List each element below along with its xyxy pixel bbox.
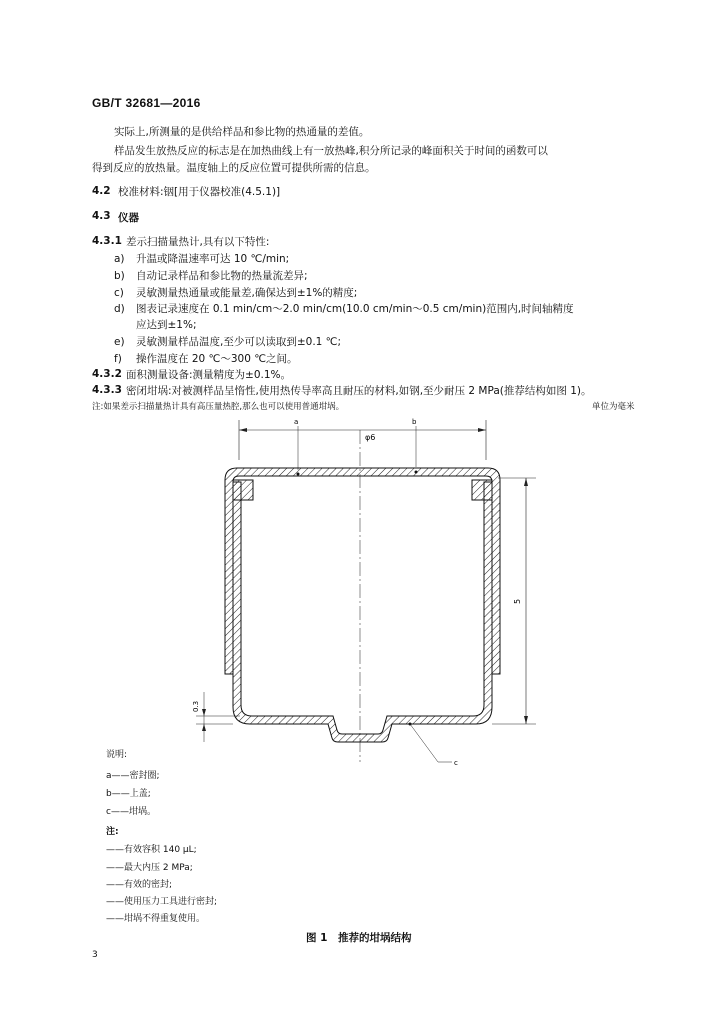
label-a: a (294, 418, 299, 426)
note-item-5: ——坩埚不得重复使用。 (106, 914, 206, 924)
legend-item-a: a——密封圈; (106, 771, 160, 781)
section-4-3-title: 仪器 (118, 212, 139, 224)
list-item-d-continued: 应达到±1%; (136, 319, 197, 331)
section-4-3-2-number: 4.3.2 (92, 368, 122, 380)
crucible-diagram (180, 412, 560, 772)
figure-caption: 图 1 推荐的坩埚结构 (306, 932, 412, 944)
legend-title: 说明: (106, 750, 128, 760)
list-item-f: f) 操作温度在 20 ℃～300 ℃之间。 (114, 353, 298, 365)
list-item-a: a) 升温或降温速率可达 10 ℃/min; (114, 253, 290, 265)
seal-ring-left (233, 480, 253, 500)
legend-item-b: b——上盖; (106, 789, 151, 799)
legend-item-c: c——坩埚。 (106, 807, 156, 817)
section-4-3-number: 4.3 (92, 210, 111, 222)
note-item-3: ——有效的密封; (106, 880, 173, 890)
section-4-3-1-number: 4.3.1 (92, 235, 122, 247)
note-item-4: ——使用压力工具进行密封; (106, 897, 218, 907)
intro-paragraph-2-line-2: 得到反应的放热量。温度轴上的反应位置可提供所需的信息。 (92, 162, 376, 174)
section-4-3-3-number: 4.3.3 (92, 384, 122, 396)
label-c: c (454, 759, 458, 767)
crucible-body (233, 482, 492, 742)
section-4-3-2-text: 面积测量设备:测量精度为±0.1%。 (126, 369, 292, 381)
list-item-d: d) 图表记录速度在 0.1 min/cm～2.0 min/cm(10.0 cm/min～0.5 cm/min)范围内,时间轴精度 (114, 303, 574, 315)
dimension-top-label: φ6 (365, 433, 376, 442)
notes-title: 注: (106, 827, 119, 837)
intro-paragraph-1: 实际上,所测量的是供给样品和参比物的热通量的差值。 (114, 126, 370, 138)
list-item-c: c) 灵敏测量热通量或能量差,确保达到±1%的精度; (114, 287, 358, 299)
section-4-2-text: 校准材料:铟[用于仪器校准(4.5.1)] (118, 186, 281, 198)
section-4-3-1-text: 差示扫描量热计,具有以下特性: (126, 236, 270, 248)
intro-paragraph-2-line-1: 样品发生放热反应的标志是在加热曲线上有一放热峰,积分所记录的峰面积关于时间的函数可以 (114, 145, 548, 157)
note-item-2: ——最大内压 2 MPa; (106, 863, 193, 873)
label-b: b (412, 418, 417, 426)
section-4-2-number: 4.2 (92, 185, 111, 197)
dimension-right-label: 5 (513, 598, 522, 604)
lid-outer (225, 468, 500, 674)
dimension-left-label: 0.3 (192, 700, 200, 712)
note-item-1: ——有效容积 140 μL; (106, 845, 197, 855)
seal-ring-right (472, 480, 492, 500)
page-number: 3 (92, 950, 98, 960)
section-4-3-3-text: 密闭坩埚:对被测样品呈惰性,使用热传导率高且耐压的材料,如钢,至少耐压 2 MPa(推荐结构如图 1)。 (126, 385, 592, 397)
note-line: 注:如果差示扫描量热计具有高压量热腔,那么也可以使用普通坩埚。 (92, 402, 345, 412)
unit-label: 单位为毫米 (592, 402, 635, 412)
list-item-e: e) 灵敏测量样品温度,至少可以读取到±0.1 ℃; (114, 336, 342, 348)
standard-number: GB/T 32681—2016 (92, 96, 201, 110)
list-item-b: b) 自动记录样品和参比物的热量流差异; (114, 270, 308, 282)
